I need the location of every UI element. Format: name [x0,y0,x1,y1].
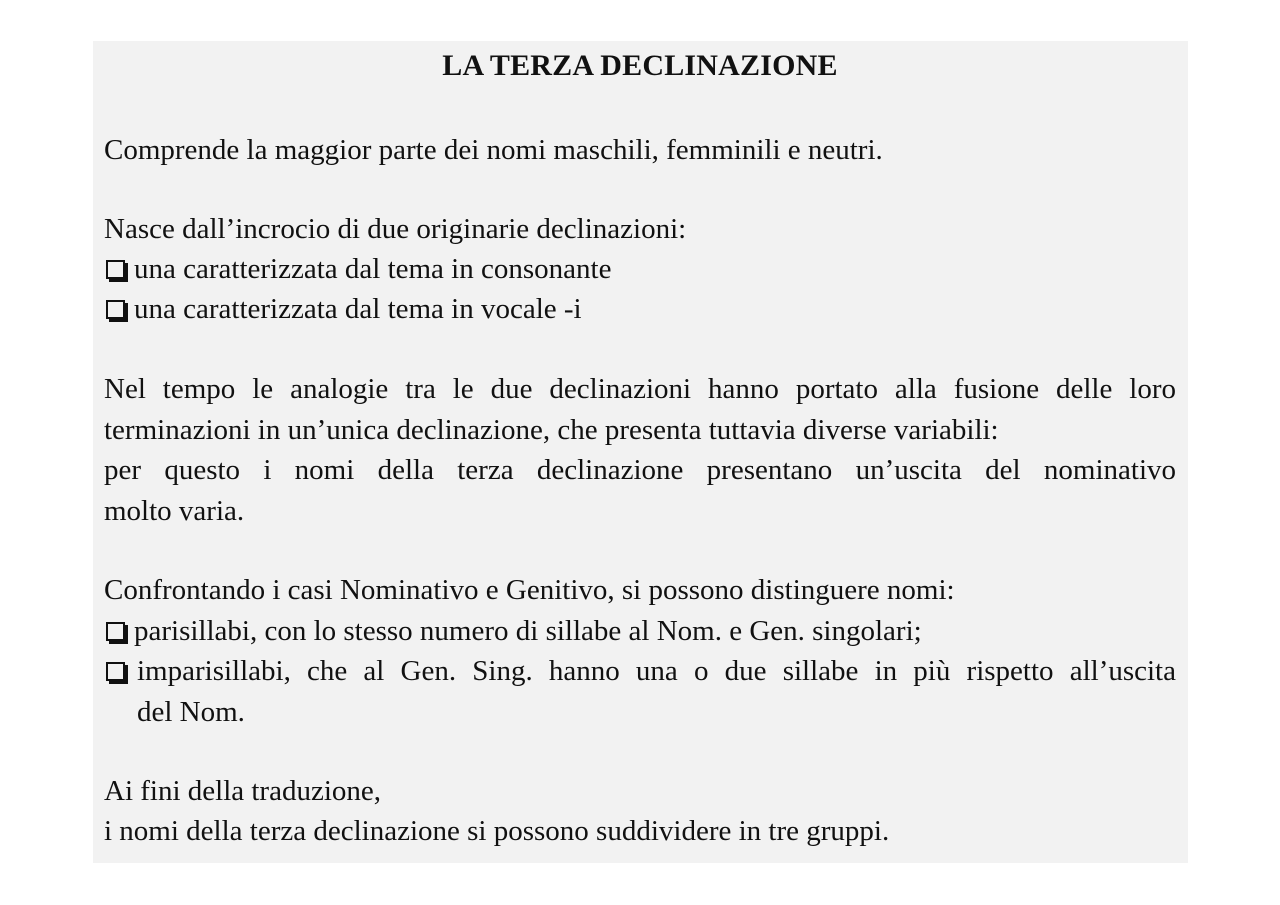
checkbox-bullet-icon [106,622,125,641]
origin-item-2-text: una caratterizzata dal tema in vocale -i [134,293,582,325]
page-title: LA TERZA DECLINAZIONE [442,49,838,82]
compare-item-2-bullet [104,653,134,689]
compare-lead: Confrontando i casi Nominativo e Genitivo, si possono distinguere nomi: [104,574,955,606]
fusion-line-1: Nel tempo le analogie tra le due declinazioni hanno portato alla fusione delle loro [104,373,1176,405]
checkbox-bullet-icon [106,300,125,319]
origin-item-1 [104,251,611,287]
fusion-line-2: terminazioni in un’unica declinazione, che presenta tuttavia diverse variabili: [104,414,999,446]
conclusion-line-1: Ai fini della traduzione, [104,775,382,807]
origin-item-1-text: una caratterizzata dal tema in consonante [134,253,612,285]
compare-item-2-line-2: del Nom. [137,696,245,728]
origin-item-2 [104,291,582,327]
fusion-line-3: per questo i nomi della terza declinazione presentano un’uscita del nominativo [104,454,1176,486]
conclusion-line-2: i nomi della terza declinazione si possono suddividere in tre gruppi. [104,815,890,847]
checkbox-bullet-icon [106,662,125,681]
compare-item-2-line-1: imparisillabi, che al Gen. Sing. hanno una o due sillabe in più rispetto all’uscita [137,655,1176,687]
origin-lead: Nasce dall’incrocio di due originarie declinazioni: [104,213,687,245]
fusion-line-4: molto varia. [104,495,245,527]
intro-text: Comprende la maggior parte dei nomi maschili, femminili e neutri. [104,134,883,166]
compare-item-1 [104,613,922,649]
compare-item-1-text: parisillabi, con lo stesso numero di sillabe al Nom. e Gen. singolari; [134,615,922,647]
checkbox-bullet-icon [106,260,125,279]
